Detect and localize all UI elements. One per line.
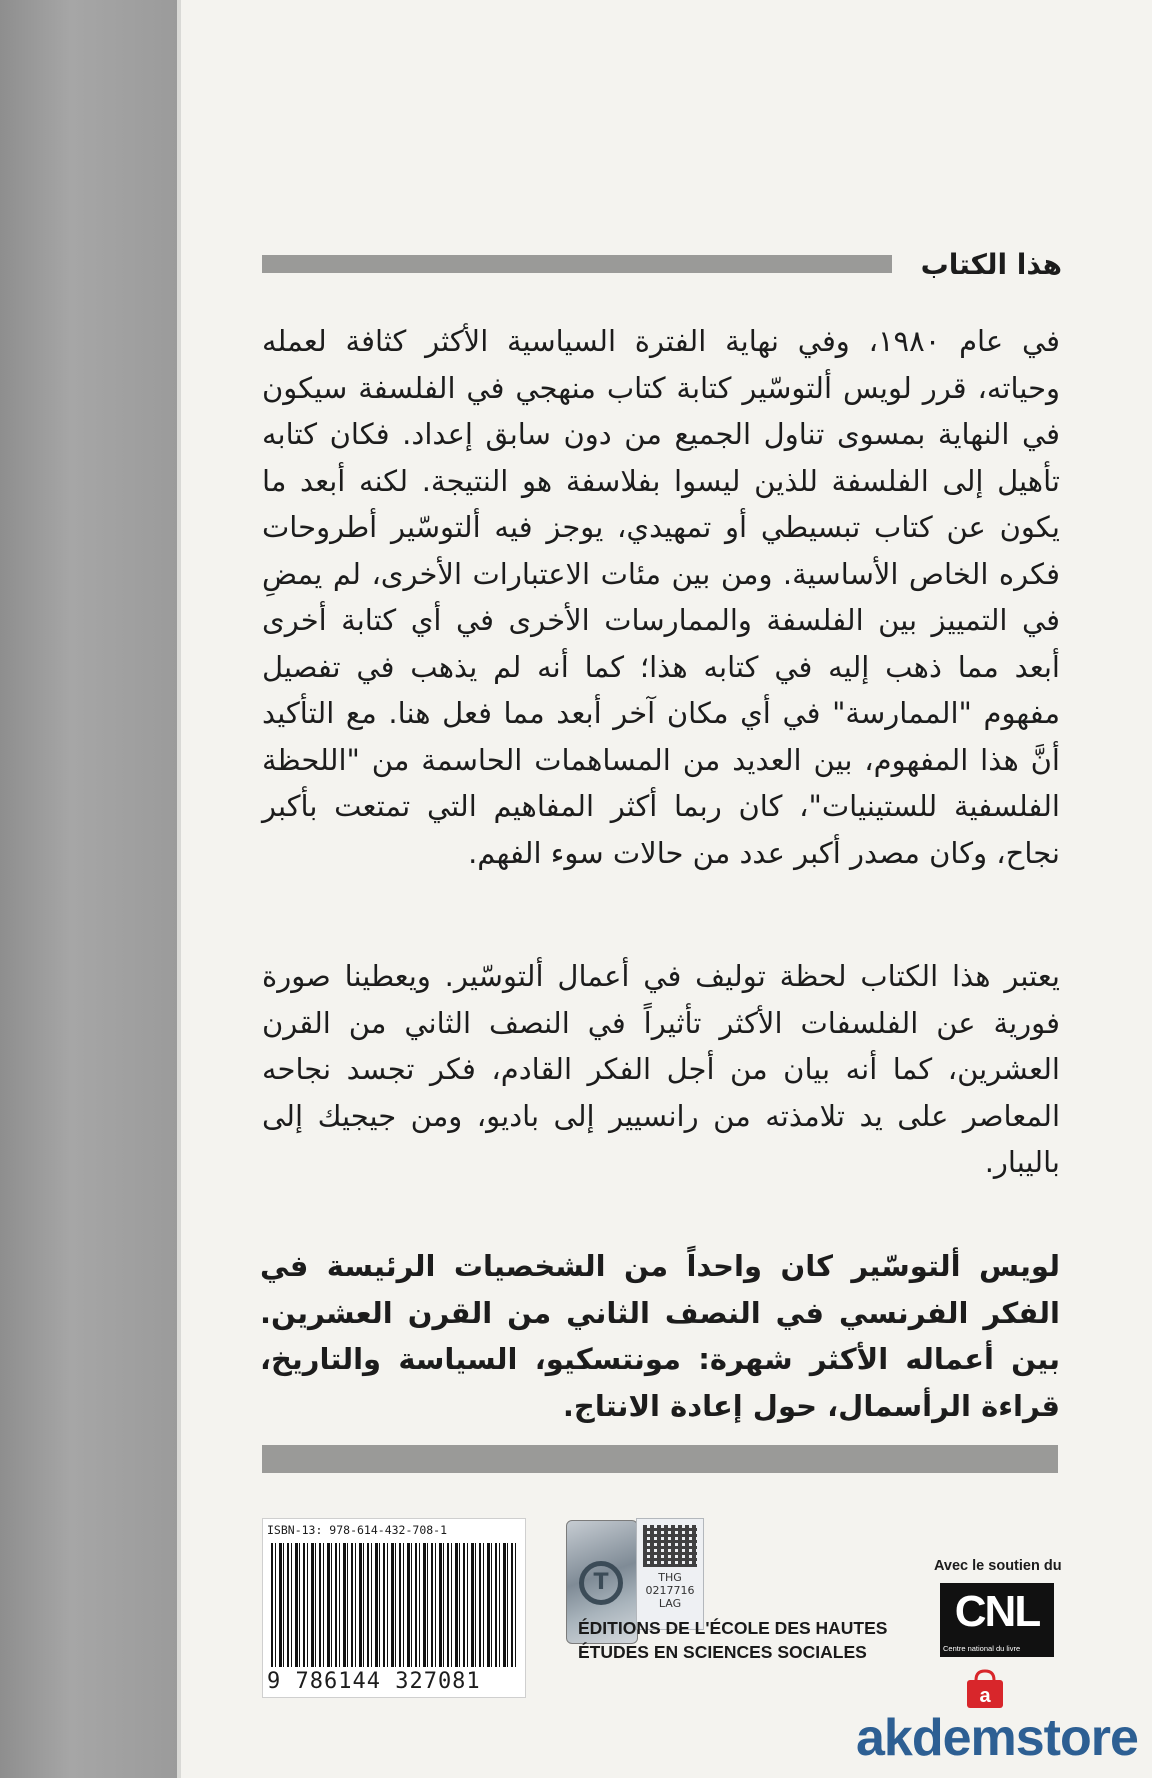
svg-text:a: a — [979, 1685, 991, 1707]
cnl-logo-text: CNL — [954, 1587, 1040, 1636]
sticker-line-3: LAG — [658, 1597, 682, 1610]
spine-edge — [177, 0, 181, 1778]
sticker-code — [639, 1571, 701, 1610]
qr-code-icon — [643, 1525, 697, 1567]
description-paragraph-2: يعتبر هذا الكتاب لحظة توليف في أعمال ألتوسّير. ويعطينا صورة فورية عن الفلسفات الأكثر تأثيراً في النصف الثاني من القرن العشرين، كما أنه بيان من أجل الفكر القادم، فكر تجسد نجاحه المعاصر على يد تلامذته من رانسيير إلى باديو، ومن جيجيك إلى باليبار. — [262, 959, 1060, 1179]
isbn-barcode — [262, 1518, 526, 1698]
author-bio: لويس ألتوسّير كان واحداً من الشخصيات الرئيسة في الفكر الفرنسي في النصف الثاني من القرن العشرين. بين أعماله الأكثر شهرة: مونتسكيو، السياسة والتاريخ، قراءة الرأسمال، حول إعادة الانتاج. — [260, 1249, 1060, 1423]
shopping-bag-icon — [962, 1668, 1008, 1710]
publisher-name — [578, 1616, 887, 1664]
isbn-label: ISBN-13: 978-614-432-708-1 — [267, 1523, 448, 1537]
barcode-digits: 9 786144 327081 — [267, 1669, 481, 1694]
publisher-line-1: ÉDITIONS DE L'ÉCOLE DES HAUTES — [578, 1618, 888, 1638]
hologram-logo-icon: T — [579, 1561, 623, 1605]
title-rule — [262, 255, 892, 273]
section-title: هذا الكتاب — [920, 248, 1062, 281]
cnl-caption: Avec le soutien du — [934, 1558, 1062, 1574]
bottom-rule — [262, 1445, 1058, 1473]
cnl-logo-subtitle: Centre national du livre — [943, 1644, 1021, 1653]
sticker-line-1: THG — [658, 1571, 682, 1584]
store-watermark: akdemstore — [856, 1709, 1138, 1767]
barcode-bars — [271, 1543, 517, 1667]
book-spine — [0, 0, 177, 1778]
description-paragraph-1: في عام ١٩٨٠، وفي نهاية الفترة السياسية الأكثر كثافة لعمله وحياته، قرر لويس ألتوسّير كتابة كتاب منهجي في الفلسفة سيكون في النهاية بمسوى تناول الجميع من دون سابق إعداد. فكان كتابه تأهيل إلى الفلسفة للذين ليسوا بفلاسفة هو النتيجة. لكنه أبعد ما يكون عن كتاب تبسيطي أو تمهيدي، يوجز فيه ألتوسّير أطروحات فكره الخاص الأساسية. ومن بين مئات الاعتبارات الأخرى، لم يمضِ في التمييز بين الفلسفة والممارسات الأخرى في أي كتابة أخرى أبعد مما ذهب إليه في كتابه هذا؛ كما أنه لم يذهب في تفصيل مفهوم "الممارسة" في أي مكان آخر أبعد مما فعل هنا. مع التأكيد أنَّ هذا المفهوم، بين العديد من المساهمات الحاسمة من "اللحظة الفلسفية للستينيات"، كان ربما أكثر المفاهيم التي تمتعت بأكبر نجاح، وكان مصدر أكبر عدد من حالات سوء الفهم. — [262, 324, 1060, 870]
publisher-line-2: ÉTUDES EN SCIENCES SOCIALES — [578, 1642, 867, 1662]
cnl-logo — [940, 1583, 1054, 1657]
stock-sticker — [636, 1518, 704, 1630]
sticker-line-2: 0217716 — [645, 1584, 695, 1597]
